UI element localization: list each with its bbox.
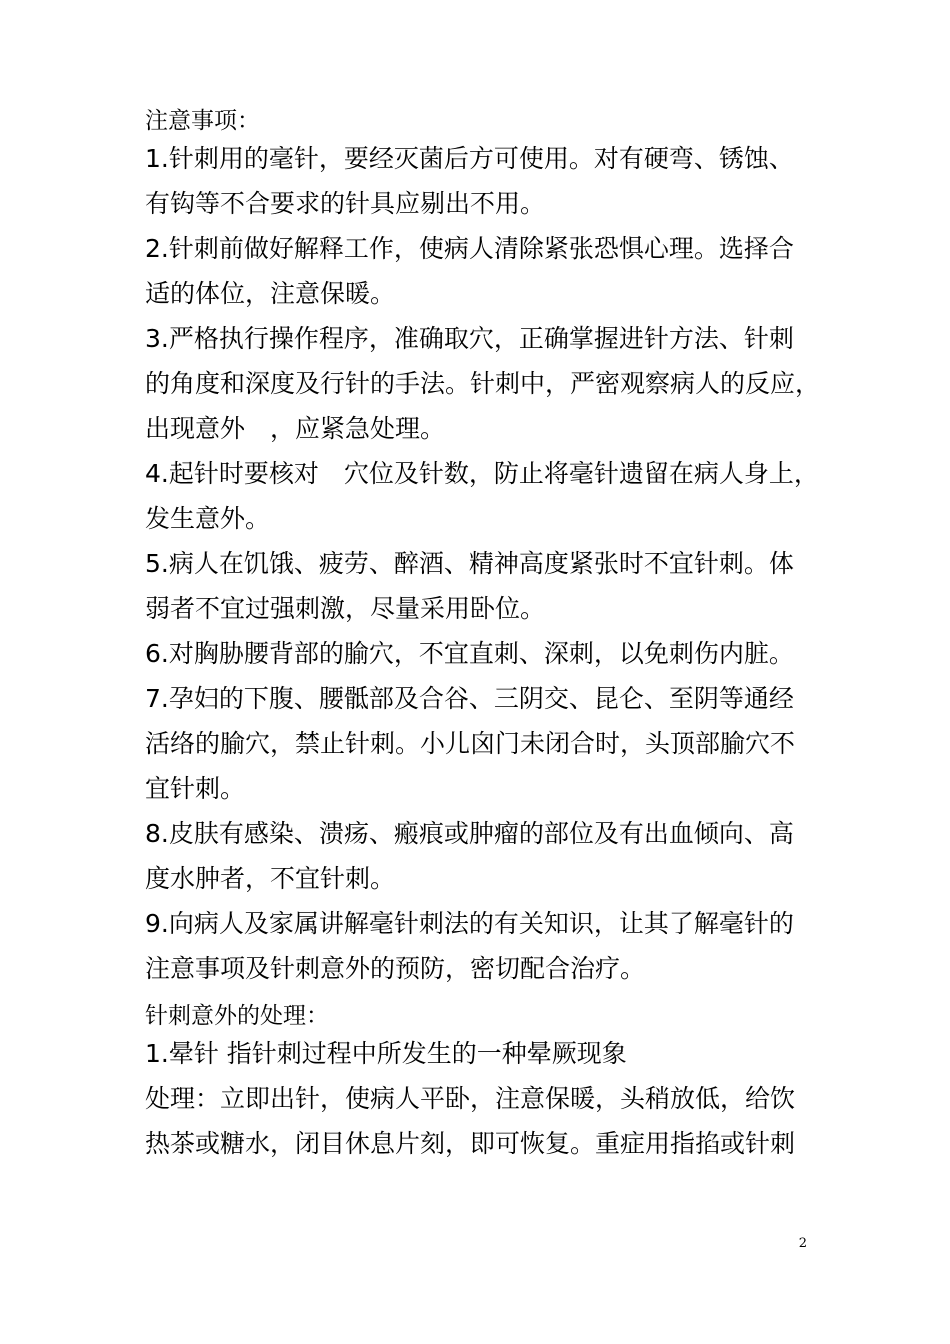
section-heading-notes: 注意事项： (145, 108, 260, 134)
note-item-2-line-2: 适的体位，注意保暖。 (145, 279, 396, 308)
accident-item-1-title: 1.晕针 指针刺过程中所发生的一种晕厥现象 (145, 1039, 627, 1068)
treatment-line-1: 处理：立即出针，使病人平卧，注意保暖，头稍放低，给饮 (145, 1084, 796, 1113)
note-item-4-line-2: 发生意外。 (145, 504, 271, 533)
note-item-8-line-1: 8.皮肤有感染、溃疡、瘢痕或肿瘤的部位及有出血倾向、高 (145, 819, 794, 848)
section-heading-accidents: 针刺意外的处理： (145, 1003, 329, 1029)
note-item-7-line-1: 7.孕妇的下腹、腰骶部及合谷、三阴交、昆仑、至阴等通经 (145, 684, 794, 713)
note-item-8-line-2: 度水肿者，不宜针刺。 (145, 864, 396, 893)
note-item-2-line-1: 2.针刺前做好解释工作，使病人清除紧张恐惧心理。选择合 (145, 234, 794, 263)
note-item-5-line-1: 5.病人在饥饿、疲劳、醉酒、精神高度紧张时不宜针刺。体 (145, 549, 794, 578)
note-item-7-line-2: 活络的腧穴，禁止针刺。小儿囟门未闭合时，头顶部腧穴不 (145, 729, 796, 758)
note-item-9-line-2: 注意事项及针刺意外的预防，密切配合治疗。 (145, 954, 646, 983)
note-item-6-line-1: 6.对胸胁腰背部的腧穴，不宜直刺、深刺，以免刺伤内脏。 (145, 639, 794, 668)
note-item-3-line-3: 出现意外 ，应紧急处理。 (145, 414, 446, 443)
note-item-1-line-1: 1.针刺用的毫针，要经灭菌后方可使用。对有硬弯、锈蚀、 (145, 144, 794, 173)
treatment-line-2: 热茶或糖水，闭目休息片刻，即可恢复。重症用指掐或针刺 (145, 1129, 796, 1158)
note-item-3-line-1: 3.严格执行操作程序，准确取穴，正确掌握进针方法、针刺 (145, 324, 794, 353)
note-item-3-line-2: 的角度和深度及行针的手法。针刺中，严密观察病人的反应， (145, 369, 821, 398)
note-item-9-line-1: 9.向病人及家属讲解毫针刺法的有关知识，让其了解毫针的 (145, 909, 794, 938)
page-number: 2 (798, 1236, 807, 1251)
note-item-1-line-2: 有钩等不合要求的针具应剔出不用。 (145, 189, 546, 218)
note-item-5-line-2: 弱者不宜过强刺激，尽量采用卧位。 (145, 594, 546, 623)
note-item-7-line-3: 宜针刺。 (145, 774, 246, 803)
note-item-4-line-1: 4.起针时要核对 穴位及针数，防止将毫针遗留在病人身上， (145, 459, 819, 488)
